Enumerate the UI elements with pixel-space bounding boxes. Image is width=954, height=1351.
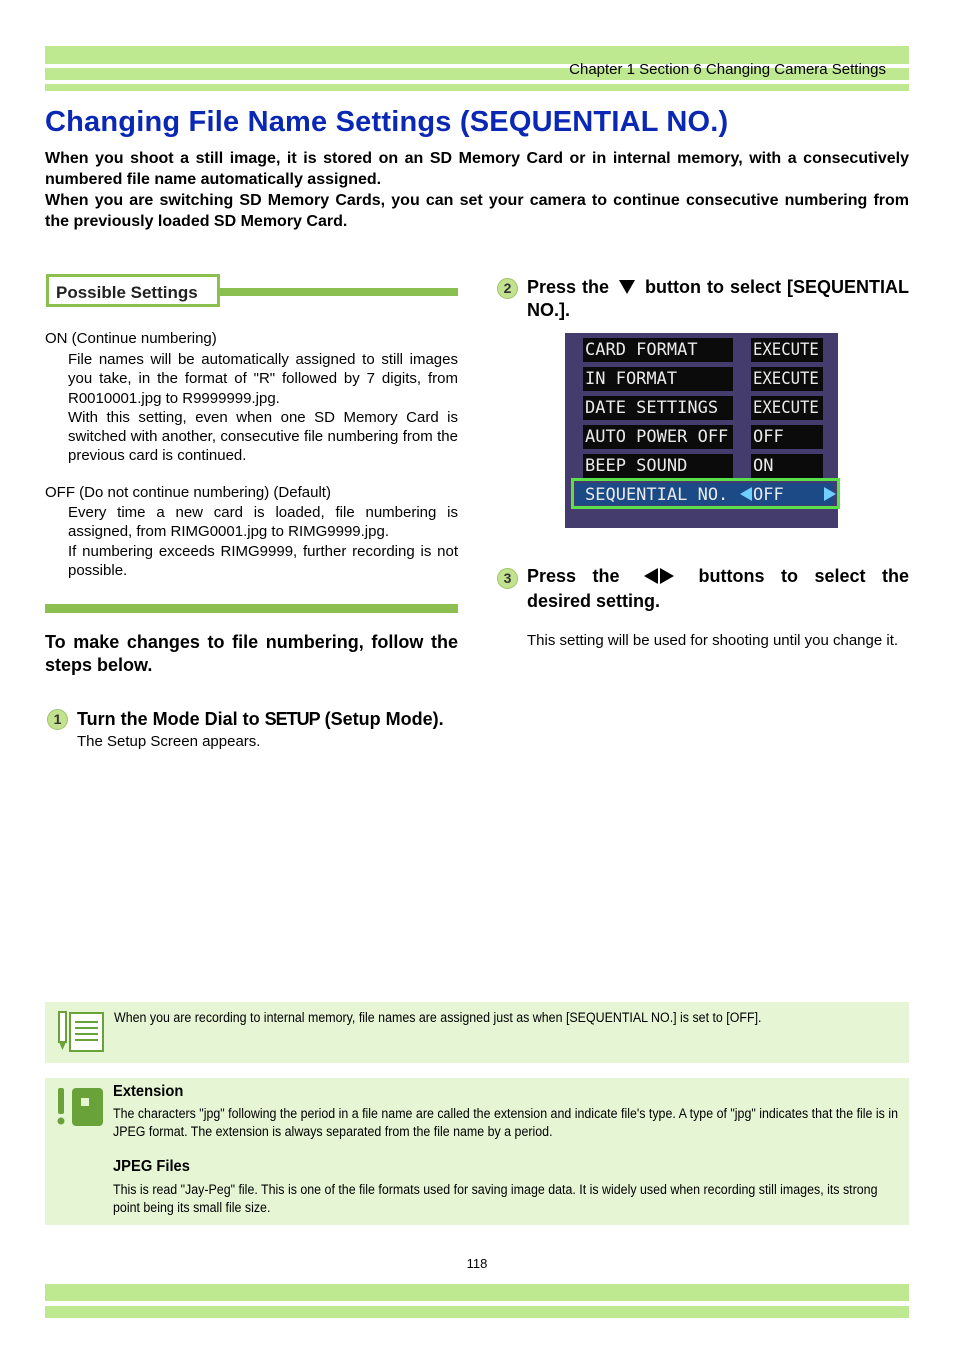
menu-item-value: OFF (753, 485, 784, 505)
step-2-text-post: button to select [SEQUENTIAL NO.]. (527, 277, 909, 320)
menu-item-value: EXECUTE (751, 396, 823, 420)
setup-mode-icon: SETUP (264, 709, 320, 729)
step-2-title (527, 276, 909, 322)
menu-item (583, 396, 830, 420)
steps-intro: To make changes to file numbering, follow the steps below. (45, 632, 458, 675)
setting-on-title: ON (Continue numbering) (45, 330, 217, 347)
step-3-text-pre: Press the (527, 566, 620, 586)
step-2-text-pre: Press the (527, 277, 610, 297)
menu-item-label: CARD FORMAT (583, 338, 733, 362)
step-3-text-post: buttons to select the desired setting. (527, 566, 909, 611)
step-1-text-post: (Setup Mode). (319, 709, 444, 729)
menu-item-label: SEQUENTIAL NO. (585, 485, 729, 505)
step-1-title (77, 708, 444, 731)
memo-icon (56, 1010, 106, 1054)
step-3-title (527, 565, 909, 613)
step-3-number: 3 (497, 568, 518, 589)
setting-on-desc-1: File names will be automatically assigned to still images you take, in the format of "R" followed by 7 digits, from R0010001.jpg to R9999999.jpg. (68, 351, 458, 407)
extension-heading: Extension (113, 1083, 184, 1100)
setting-on-description (68, 350, 458, 466)
menu-selection-frame (571, 478, 840, 509)
page-title: Changing File Name Settings (SEQUENTIAL NO.) (45, 106, 729, 138)
jpeg-text: This is read "Jay-Peg" file. This is one of the file formats used for saving image data. It is widely used when recording still images, its strong point being its small file size. (113, 1182, 878, 1215)
jpeg-heading: JPEG Files (113, 1158, 190, 1175)
possible-settings-heading (46, 274, 220, 307)
footer-bar-bottom (45, 1306, 909, 1318)
setting-off-desc-1: Every time a new card is loaded, file numbering is assigned, from RIMG0001.jpg to RIMG9999.jpg. (68, 504, 458, 541)
setting-off-title: OFF (Do not continue numbering) (Default) (45, 484, 331, 501)
intro-paragraph: When you are switching SD Memory Cards, you can set your camera to continue consecutive numbering from the previously loaded SD Memory Card. (45, 192, 909, 230)
menu-item-label: BEEP SOUND (583, 454, 733, 478)
heading-rule (220, 288, 458, 296)
note-text: When you are recording to internal memory, file names are assigned just as when [SEQUENTIAL NO.] is set to [OFF]. (114, 1010, 762, 1025)
step-1-text-pre: Turn the Mode Dial to (77, 709, 265, 729)
left-right-arrows-icon (644, 567, 674, 590)
menu-item (583, 425, 830, 449)
chapter-label: Chapter 1 Section 6 Changing Camera Settings (569, 61, 886, 78)
step-2-number: 2 (497, 278, 518, 299)
menu-item-value: EXECUTE (751, 338, 823, 362)
section-divider (45, 604, 458, 613)
step-1-subtext: The Setup Screen appears. (77, 733, 261, 750)
menu-item-value: ON (751, 454, 823, 478)
intro-text (45, 148, 909, 232)
menu-item (583, 338, 830, 362)
setting-on-desc-2: With this setting, even when one SD Memory Card is switched with another, consecutive file numbering from the previous card is continued. (68, 408, 458, 465)
menu-item-label: IN FORMAT (583, 367, 733, 391)
menu-item (583, 454, 830, 478)
footer-bar-top (45, 1284, 909, 1301)
menu-item (583, 367, 830, 391)
intro-paragraph: When you shoot a still image, it is stored on an SD Memory Card or in internal memory, with a consecutively numbered file name automatically assigned. (45, 150, 909, 188)
menu-item-label: AUTO POWER OFF (583, 425, 733, 449)
menu-item-label: DATE SETTINGS (583, 396, 733, 420)
step-3-subtext: This setting will be used for shooting until you change it. (527, 632, 899, 649)
page-number: 118 (466, 1256, 488, 1271)
menu-item-value: EXECUTE (751, 367, 823, 391)
down-arrow-icon (619, 280, 635, 294)
setting-off-description (68, 503, 458, 580)
extension-text: The characters "jpg" following the period in a file name are called the extension and indicate file's type. A type of "jpg" indicates that the file is in JPEG format. The extension is always separated from the file name by a period. (113, 1106, 898, 1139)
possible-settings-label: Possible Settings (56, 283, 198, 302)
setting-off-desc-2: If numbering exceeds RIMG9999, further recording is not possible. (68, 542, 458, 579)
step-1-number: 1 (47, 709, 68, 730)
exclamation-icon (56, 1086, 104, 1128)
header-bar-bottom (45, 84, 909, 91)
menu-item-value: OFF (751, 425, 823, 449)
